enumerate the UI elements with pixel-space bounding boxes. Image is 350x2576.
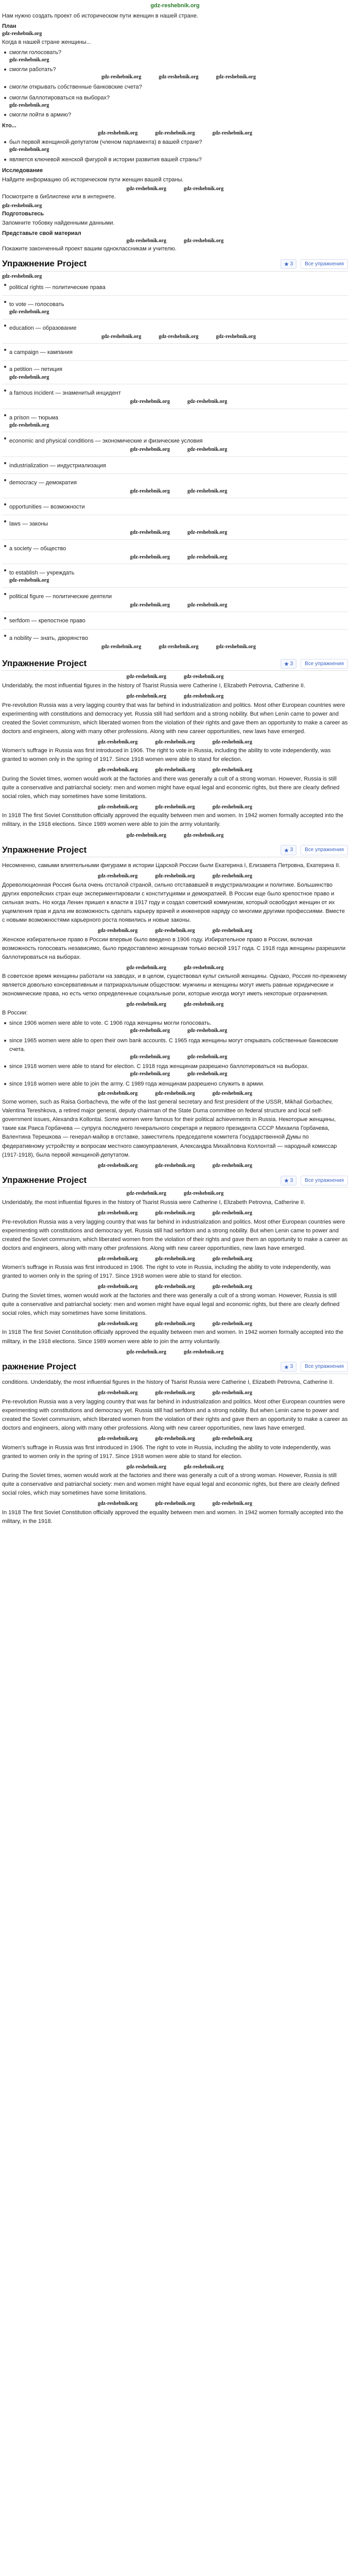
text-paragraph: During the Soviet times, women would work at the factories and there was generally a cult of a strong woman. However, Russia is still quite a conservative and patriarchal society: men and women might have equal legal and economic rights, but there are clearly defined social roles, which may sometimes have some limitations. (2, 1472, 340, 1497)
watermark: gdz-reshebnik.org (184, 185, 224, 192)
watermark: gdz-reshebnik.org (9, 57, 49, 63)
plan-item: смогли открывать собственные банковские счета? (2, 83, 348, 92)
watermark: gdz-reshebnik.org (155, 1210, 195, 1216)
watermark: gdz-reshebnik.org (101, 333, 142, 340)
watermark: gdz-reshebnik.org (155, 1090, 195, 1096)
exercise-2 (2, 657, 348, 840)
text-paragraph: В советское время женщины работали на заводах, и в целом, существовал культ сильной женщины. Однако, Россия по-прежнему является довольно консервативным и патриархальным обществом: мужчины и женщины могут иметь равные юридические и экономические права, но есть четко определенные социальные роли, которые иногда могут иметь некоторые ограничения. (2, 973, 347, 997)
watermark: gdz-reshebnik.org (130, 447, 170, 453)
watermark: gdz-reshebnik.org (98, 1090, 138, 1096)
watermark: gdz-reshebnik.org (98, 1210, 138, 1216)
watermark: gdz-reshebnik.org (130, 399, 170, 405)
plan-item: смогли голосовать? gdz-reshebnik.org (2, 48, 348, 64)
watermark: gdz-reshebnik.org (155, 1162, 195, 1168)
watermark: gdz-reshebnik.org (155, 767, 195, 773)
text-paragraph: Underidably, the most influential figures in the history of Tsarist Russia were Catherine I, Elizabeth Petrovna, Catherine II. (2, 1199, 305, 1206)
vocab-item: a society — общество gdz-reshebnik.org gdz-reshebnik.org (2, 542, 348, 565)
watermark: gdz-reshebnik.org (98, 739, 138, 745)
watermark: gdz-reshebnik.org (2, 31, 42, 37)
watermark: gdz-reshebnik.org (98, 873, 138, 879)
text-paragraph: During the Soviet times, women would work at the factories and there was generally a cult of a strong woman. However, Russia is still quite a conservative and patriarchal society: men and women might have equal legal and economic rights, but there are clearly defined social roles, which may sometimes have some limitations. (2, 1292, 340, 1316)
research-text-2: Посмотрите в библиотеке или в интернете. (2, 194, 116, 200)
prepare-heading: Подготовьтесь (2, 210, 44, 217)
vocab-item: industrialization — индустриализация (2, 459, 348, 474)
watermark: gdz-reshebnik.org (212, 1210, 252, 1216)
watermark: gdz-reshebnik.org (130, 1028, 170, 1034)
intro-question: Нам нужно создать проект об историческом пути женщин в нашей стране. (2, 13, 199, 20)
watermark: gdz-reshebnik.org (187, 554, 227, 560)
watermark: gdz-reshebnik.org (126, 1464, 166, 1470)
plan-heading: План (2, 23, 16, 30)
watermark: gdz-reshebnik.org (126, 964, 166, 971)
watermark: gdz-reshebnik.org (126, 832, 166, 838)
vocab-list (2, 281, 348, 653)
exercise-3 (2, 844, 348, 1170)
watermark: gdz-reshebnik.org (212, 804, 252, 810)
text-paragraph: Underidably, the most influential figures in the history of Tsarist Russia were Catherine I, Elizabeth Petrovna, Catherine II. (2, 682, 305, 689)
prepare-text: Запомните тобовку найденными данными. (2, 219, 115, 226)
exercise-meta (281, 259, 348, 269)
watermark: gdz-reshebnik.org (101, 74, 142, 80)
watermark: gdz-reshebnik.org (98, 928, 138, 934)
watermark: gdz-reshebnik.org (184, 964, 224, 971)
watermark: gdz-reshebnik.org (98, 767, 138, 773)
watermark: gdz-reshebnik.org (155, 739, 195, 745)
plan-list (2, 48, 348, 120)
watermark: gdz-reshebnik.org (155, 873, 195, 879)
watermark: gdz-reshebnik.org (184, 693, 224, 700)
star-icon (284, 662, 289, 666)
vocab-item: serfdom — крепостное право (2, 614, 348, 629)
watermark: gdz-reshebnik.org (212, 1256, 252, 1262)
exercise-meta (281, 1176, 348, 1186)
exercise-4 (2, 1174, 348, 1357)
watermark: gdz-reshebnik.org (216, 74, 256, 80)
watermark: gdz-reshebnik.org (126, 185, 166, 192)
exercise-count-button[interactable]: 3 (281, 659, 297, 669)
exercise-header (2, 1361, 348, 1374)
watermark: gdz-reshebnik.org (184, 1464, 224, 1470)
exercise-meta (281, 845, 348, 855)
watermark: gdz-reshebnik.org (212, 873, 252, 879)
exercise-1 (2, 258, 348, 653)
text-paragraph: Дореволюционная Россия была очень отсталой страной, сильно отстававшей в индустриализации и политике. Большинство других европейских стран еще экспериментировали с конституциями и демократией. В России еще было крепостное право и сильная знать. Но когда Ленин пришел к власти в 1917 году и создал советский коммунизм, который освободил женщин от их ущемления прав и дала им возможность сделать карьеру врачей и инженеров наряду со многими другими профессиями. Вместе с новыми возможностями карьерного роста появились и новые законы. (2, 882, 345, 924)
exercise-count-button[interactable]: 3 (281, 1362, 297, 1372)
watermark: gdz-reshebnik.org (184, 1191, 224, 1197)
watermark: gdz-reshebnik.org (187, 1028, 227, 1034)
text-paragraph: conditions. Underidably, the most influential figures in the history of Tsarist Russia were Catherine I, Elizabeth Petrovna, Catherine II. (2, 1379, 334, 1386)
all-exercises-button[interactable]: Все упражнения (301, 659, 348, 669)
vocab-item: a famous incident — знаменитый инцидент gdz-reshebnik.org gdz-reshebnik.org (2, 386, 348, 409)
present-heading: Представьте свой материал (2, 230, 81, 236)
watermark: gdz-reshebnik.org (130, 488, 170, 494)
watermark: gdz-reshebnik.org (159, 74, 199, 80)
watermark: gdz-reshebnik.org (212, 767, 252, 773)
vocab-item: to vote — голосовать gdz-reshebnik.org (2, 298, 348, 319)
watermark: gdz-reshebnik.org (212, 1436, 252, 1442)
all-exercises-button[interactable]: Все упражнения (301, 1362, 348, 1372)
watermark: gdz-reshebnik.org (9, 102, 49, 108)
watermark: gdz-reshebnik.org (187, 1071, 227, 1077)
watermark: gdz-reshebnik.org (98, 804, 138, 810)
plan-item: смогли баллотироваться на выборах? gdz-reshebnik.org (2, 94, 348, 109)
intro-section (2, 12, 348, 253)
watermark: gdz-reshebnik.org (155, 1284, 195, 1290)
research-text: Найдите информацию об историческом пути женщин вашей страны. (2, 176, 184, 183)
text-paragraph: In 1918 The first Soviet Constitution officially approved the equality between men and women. In 1942 women formally accepted into the military, in the 1918 elections. Since 1989 women were able to join the army voluntarily. (2, 812, 344, 828)
site-link[interactable]: gdz-reshebnik.org (150, 3, 200, 9)
exercise-header (2, 844, 348, 857)
watermark: gdz-reshebnik.org (155, 130, 195, 137)
watermark: gdz-reshebnik.org (98, 1320, 138, 1327)
vocab-item: political rights — политические права (2, 281, 348, 296)
exercise-text (2, 1190, 348, 1357)
exercise-count-button[interactable]: 3 (281, 845, 297, 855)
watermark: gdz-reshebnik.org (212, 1320, 252, 1327)
watermark: gdz-reshebnik.org (155, 1320, 195, 1327)
watermark: gdz-reshebnik.org (2, 273, 42, 279)
vocab-item: a prison — тюрьма gdz-reshebnik.org (2, 411, 348, 433)
watermark: gdz-reshebnik.org (184, 1002, 224, 1008)
text-paragraph: Women's suffrage in Russia was first introduced in 1906. The right to vote in Russia, including the ability to vote independently, was granted to women only in the spring of 1917. Since 1918 women were able to stand for election. (2, 1444, 331, 1460)
watermark: gdz-reshebnik.org (98, 1390, 138, 1396)
vocab-item: opportunities — возможности (2, 500, 348, 515)
watermark: gdz-reshebnik.org (187, 488, 227, 494)
exercise-header (2, 1174, 348, 1188)
kto-item: является ключевой женской фигурой в истории развития вашей страны? (2, 156, 348, 164)
vocab-item: economic and physical conditions — экономические и физические условия gdz-reshebnik.org gdz-reshebnik.org (2, 434, 348, 457)
watermark: gdz-reshebnik.org (216, 333, 256, 340)
facts-list (2, 1019, 348, 1089)
watermark: gdz-reshebnik.org (155, 1256, 195, 1262)
watermark: gdz-reshebnik.org (9, 309, 49, 315)
exercise-text (2, 859, 348, 1170)
plan-item: смогли работать? gdz-reshebnik.org gdz-reshebnik.org gdz-reshebnik.org (2, 65, 348, 81)
vocab-item: political figure — политические деятели gdz-reshebnik.org gdz-reshebnik.org (2, 590, 348, 613)
watermark: gdz-reshebnik.org (126, 1191, 166, 1197)
vocab-item: a petition — петиция gdz-reshebnik.org (2, 363, 348, 384)
exercise-header (2, 258, 348, 271)
fact-item: since 1918 women were able to stand for election. С 1918 года женщинам разрешено баллотироваться на выборах. gdz-reshebnik.org gdz-reshebnik.org (2, 1062, 348, 1078)
star-icon (284, 1365, 289, 1369)
text-paragraph: Несомненно, самыми влиятельными фигурами в истории Царской России были Екатерина I, Елизавета Петровна, Екатерина II. (2, 862, 341, 869)
watermark: gdz-reshebnik.org (126, 1002, 166, 1008)
exercise-title: Упражнение Project (2, 658, 87, 669)
watermark: gdz-reshebnik.org (155, 1390, 195, 1396)
watermark: gdz-reshebnik.org (212, 928, 252, 934)
watermark: gdz-reshebnik.org (98, 1436, 138, 1442)
plan-subheading: Когда в нашей стране женщины... (2, 39, 91, 45)
exercise-meta (281, 659, 348, 669)
watermark: gdz-reshebnik.org (187, 602, 227, 608)
text-paragraph: In 1918 The first Soviet Constitution officially approved the equality between men and women. In 1942 women formally accepted into the military, in the 1918 elections. Since 1989 women were able to join the army voluntarily. (2, 1329, 344, 1345)
vocab-item: education — образование gdz-reshebnik.org gdz-reshebnik.org gdz-reshebnik.org (2, 321, 348, 344)
fact-item: since 1918 women were able to join the army. С 1989 года женщинам разрешено служить в армии. (2, 1080, 348, 1089)
fact-item: since 1965 women were able to open their own bank accounts. С 1965 года женщины могут открывать собственные банковские счета. gdz-reshebnik.org gdz-reshebnik.org (2, 1037, 348, 1061)
watermark: gdz-reshebnik.org (9, 422, 49, 428)
watermark: gdz-reshebnik.org (126, 674, 166, 680)
exercise-text (2, 673, 348, 840)
watermark: gdz-reshebnik.org (159, 333, 199, 340)
watermark: gdz-reshebnik.org (212, 739, 252, 745)
text-paragraph: Some women, such as Raisa Gorbacheva, the wife of the last general secretary and first president of the USSR, Mikhail Gorbachev, Valentina Tereshkova, a retired major general, deputy chairman of the State Duma committee on federal structure and local self-government issues, Alexandra Kollontai. Some women were famous for their political achievements in Russia. Некоторые женщины, такие как Раиса Горбачева — супруга последнего генерального секретаря и первого президента СССР Михаила Горбачева, Валентина Терешкова — генерал-майор в отставке, заместитель председателя комитета Государственной Думы по федеративному устройству и вопросам местного самоуправления, Александра Михайловна Коллонтай — народный комиссар (1917-1918), была первой женщиной-депутатом. (2, 1099, 337, 1158)
watermark: gdz-reshebnik.org (98, 130, 138, 137)
text-paragraph: Pre-revolution Russia was a very lagging country that was far behind in industrialization and politics. Most other European countries were experimenting with constitutions and democracy yet. Russia still had serfdom and a strong nobility. But when Lenin came to power and created the Soviet communism, which liberated women from the violation of their rights and gave them an opportunity to make a career as doctors and engineers, along with many other professions. Along with new career opportunities, new laws have emerged. (2, 1218, 348, 1251)
exercise-header (2, 657, 348, 671)
watermark: gdz-reshebnik.org (9, 578, 49, 584)
text-paragraph: Pre-revolution Russia was a very lagging country that was far behind in industrialization and politics. Most other European countries were experimenting with constitutions and democracy yet. Russia still had serfdom and a strong nobility. But when Lenin came to power and created the Soviet communism, which liberated women from the violation of their rights and gave them an opportunity to make a career as doctors and engineers, along with many other professions. Along with new career opportunities, new laws have emerged. (2, 702, 348, 735)
plan-item: смогли пойти в армию? (2, 111, 348, 120)
watermark: gdz-reshebnik.org (212, 1162, 252, 1168)
kto-item: был первой женщиной-депутатом (членом парламента) в вашей стране? gdz-reshebnik.org (2, 138, 348, 154)
watermark: gdz-reshebnik.org (212, 1090, 252, 1096)
watermark: gdz-reshebnik.org (184, 832, 224, 838)
exercise-count-button[interactable]: 3 (281, 259, 297, 269)
watermark: gdz-reshebnik.org (98, 1162, 138, 1168)
star-icon (284, 262, 289, 266)
watermark: gdz-reshebnik.org (184, 1349, 224, 1355)
watermark: gdz-reshebnik.org (212, 1390, 252, 1396)
watermark: gdz-reshebnik.org (184, 674, 224, 680)
text-paragraph: Женское избирательное право в России впервые было введено в 1906 году. Избирательное право в России, включая возможность голосовать независимо, было предоставлено женщинам только весной 1917 года. С 1918 года женщины разрешили баллотироваться на выборах. (2, 936, 346, 960)
exercise-count-button[interactable]: 3 (281, 1176, 297, 1186)
watermark: gdz-reshebnik.org (187, 399, 227, 405)
watermark: gdz-reshebnik.org (98, 1501, 138, 1507)
watermark: gdz-reshebnik.org (130, 554, 170, 560)
watermark: gdz-reshebnik.org (155, 928, 195, 934)
text-paragraph: Pre-revolution Russia was a very lagging country that was far behind in industrialization and politics. Most other European countries were experimenting with constitutions and democracy yet. Russia still had serfdom and a strong nobility. But when Lenin came to power and created the Soviet communism, which liberated women from the violation of their rights and gave them an opportunity to make a career as doctors and engineers, along with many other professions. Along with new career opportunities, new laws have emerged. (2, 1398, 348, 1432)
watermark: gdz-reshebnik.org (101, 643, 142, 650)
watermark: gdz-reshebnik.org (9, 147, 49, 153)
all-exercises-button[interactable]: Все упражнения (301, 1176, 348, 1186)
present-text: Покажите законченный проект вашим одноклассникам и учителю. (2, 246, 177, 252)
vocab-item: a nobility — знать, дворянство gdz-reshebnik.org gdz-reshebnik.org gdz-reshebnik.org (2, 632, 348, 654)
kto-list (2, 138, 348, 164)
watermark: gdz-reshebnik.org (159, 643, 199, 650)
watermark: gdz-reshebnik.org (126, 693, 166, 700)
exercise-title: Упражнение Project (2, 1175, 87, 1185)
text-paragraph: Women's suffrage in Russia was first introduced in 1906. The right to vote in Russia, including the ability to vote independently, was granted to women only in the spring of 1917. Since 1918 women were able to stand for election. (2, 748, 331, 763)
vocab-item: a campaign — кампания (2, 346, 348, 361)
watermark: gdz-reshebnik.org (187, 447, 227, 453)
kto-heading: Кто... (2, 123, 16, 129)
watermark: gdz-reshebnik.org (212, 1284, 252, 1290)
watermark: gdz-reshebnik.org (2, 203, 42, 209)
watermark: gdz-reshebnik.org (126, 1349, 166, 1355)
exercise-title: ражнение Project (2, 1362, 77, 1372)
watermark: gdz-reshebnik.org (155, 1501, 195, 1507)
star-icon (284, 848, 289, 853)
exercise-meta (281, 1362, 348, 1372)
watermark: gdz-reshebnik.org (216, 643, 256, 650)
watermark: gdz-reshebnik.org (9, 374, 49, 380)
text-paragraph: Women's suffrage in Russia was first introduced in 1906. The right to vote in Russia, including the ability to vote independently, was granted to women only in the spring of 1917. Since 1918 women were able to stand for election. (2, 1264, 331, 1280)
watermark: gdz-reshebnik.org (98, 1284, 138, 1290)
watermark: gdz-reshebnik.org (187, 1054, 227, 1060)
watermark: gdz-reshebnik.org (98, 1256, 138, 1262)
vocab-item: laws — законы gdz-reshebnik.org gdz-reshebnik.org (2, 517, 348, 540)
fact-item: since 1906 women were able to vote. С 1906 года женщины могли голосовать. gdz-reshebnik.org gdz-reshebnik.org (2, 1019, 348, 1035)
all-exercises-button[interactable]: Все упражнения (301, 845, 348, 855)
watermark: gdz-reshebnik.org (212, 1501, 252, 1507)
watermark: gdz-reshebnik.org (187, 530, 227, 536)
exercise-title: Упражнение Project (2, 845, 87, 855)
watermark: gdz-reshebnik.org (155, 804, 195, 810)
research-heading: Исследование (2, 167, 43, 174)
watermark: gdz-reshebnik.org (126, 238, 166, 244)
exercise-5 (2, 1361, 348, 1530)
vocab-item: democracy — демократия gdz-reshebnik.org gdz-reshebnik.org (2, 476, 348, 499)
text-paragraph: In 1918 The first Soviet Constitution officially approved the equality between men and women. In 1942 women formally accepted into the military, in the 1918. (2, 1509, 344, 1524)
watermark: gdz-reshebnik.org (130, 1054, 170, 1060)
watermark: gdz-reshebnik.org (130, 530, 170, 536)
all-exercises-button[interactable]: Все упражнения (301, 259, 348, 269)
watermark: gdz-reshebnik.org (212, 130, 252, 137)
list-intro: В России: (2, 1009, 28, 1016)
watermark: gdz-reshebnik.org (184, 238, 224, 244)
exercise-title: Упражнение Project (2, 259, 87, 269)
text-paragraph: During the Soviet times, women would work at the factories and there was generally a cult of a strong woman. However, Russia is still quite a conservative and patriarchal society: men and women might have equal legal and economic rights, but there are clearly defined social roles, which may sometimes have some limitations. (2, 775, 340, 800)
watermark: gdz-reshebnik.org (130, 1071, 170, 1077)
star-icon (284, 1178, 289, 1183)
watermark: gdz-reshebnik.org (130, 602, 170, 608)
exercise-text (2, 1376, 348, 1530)
watermark: gdz-reshebnik.org (155, 1436, 195, 1442)
vocab-item: to establish — учреждать gdz-reshebnik.org (2, 566, 348, 588)
